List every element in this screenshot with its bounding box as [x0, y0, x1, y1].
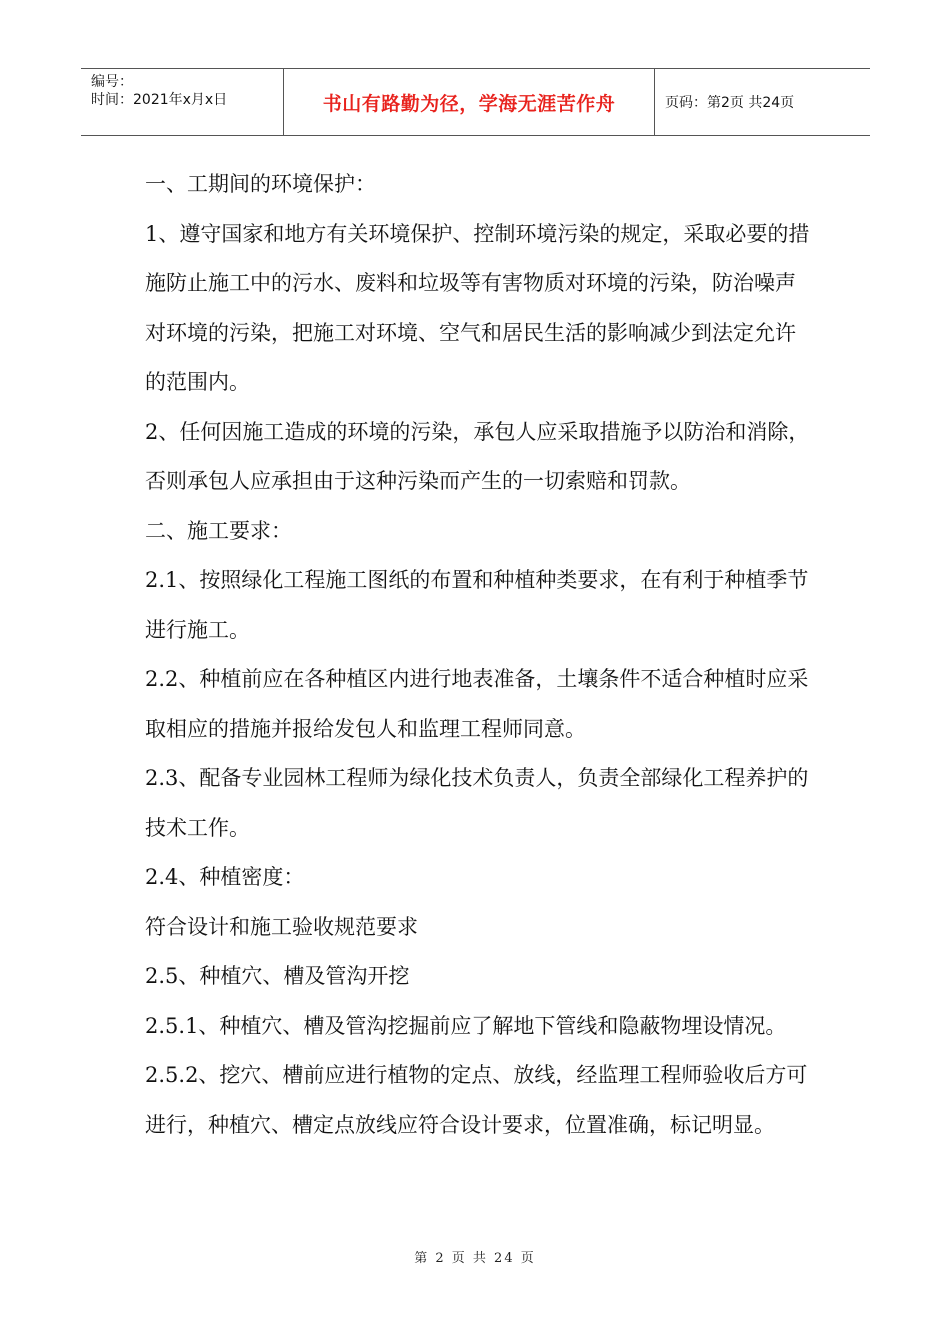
paragraph: 2.5.1、种植穴、槽及管沟挖掘前应了解地下管线和隐蔽物埋设情况。 — [145, 1013, 787, 1038]
paragraph: 2.4、种植密度： — [145, 865, 305, 889]
paragraph: 2、任何因施工造成的环境的污染，承包人应采取措施予以防治和消除，否则承包人应承担由于这种污染而产生的一切索赔和罚款。 — [145, 419, 810, 493]
header-meta — [81, 69, 284, 135]
paragraph: 2.1、按照绿化工程施工图纸的布置和种植种类要求，在有利于种植季节进行施工。 — [145, 568, 809, 642]
header-motto: 书山有路勤为径，学海无涯苦作舟 — [284, 69, 655, 135]
paragraph: 2.5.2、挖穴、槽前应进行植物的定点、放线，经监理工程师验收后方可进行，种植穴、槽定点放线应符合设计要求，位置准确，标记明显。 — [145, 1063, 808, 1137]
section-heading: 一、工期间的环境保护： — [145, 172, 376, 196]
section-heading: 二、施工要求： — [145, 518, 292, 543]
paragraph: 1、遵守国家和地方有关环境保护、控制环境污染的规定，采取必要的措施防止施工中的污水、废料和垃圾等有害物质对环境的污染，防治噪声对环境的污染，把施工对环境、空气和居民生活的影响减少到法定允许的范围内。 — [145, 221, 810, 394]
paragraph: 符合设计和施工验收规范要求 — [145, 914, 418, 939]
page-footer: 第 2 页 共 24 页 — [414, 1251, 536, 1266]
document-number-label: 编号： — [91, 74, 133, 90]
page-header — [81, 68, 870, 136]
paragraph: 2.3、配备专业园林工程师为绿化技术负责人，负责全部绿化工程养护的技术工作。 — [145, 766, 809, 840]
paragraph: 2.2、种植前应在各种植区内进行地表准备，土壤条件不适合种植时应采取相应的措施并报给发包人和监理工程师同意。 — [145, 667, 809, 741]
paragraph: 2.5、种植穴、槽及管沟开挖 — [145, 964, 410, 988]
header-page-info: 页码：第2页 共24页 — [665, 95, 795, 111]
document-body — [145, 160, 815, 1150]
document-date: 时间：2021年x月x日 — [91, 92, 228, 108]
